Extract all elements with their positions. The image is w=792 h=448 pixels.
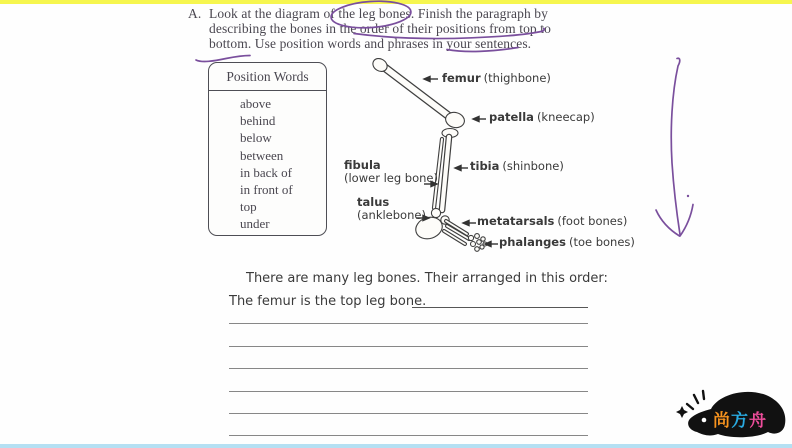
logo-character: 方 bbox=[731, 411, 748, 431]
logo-star-icon bbox=[676, 406, 688, 418]
logo-starburst-icon bbox=[687, 391, 704, 409]
answer-line bbox=[229, 346, 588, 347]
position-word: in front of bbox=[240, 182, 293, 198]
pen-arrowhead-left bbox=[656, 210, 680, 236]
position-word: under bbox=[240, 216, 270, 232]
label-metatarsals: metatarsals (foot bones) bbox=[477, 214, 628, 228]
pen-arrow-shaft bbox=[671, 58, 680, 234]
label-phalanges: phalanges (toe bones) bbox=[499, 235, 635, 249]
answer-blank-line bbox=[412, 295, 588, 308]
pen-dot bbox=[687, 195, 689, 197]
top-highlight-strip bbox=[0, 0, 792, 4]
answer-line bbox=[229, 413, 588, 414]
brand-logo bbox=[673, 382, 792, 448]
label-femur: femur (thighbone) bbox=[442, 71, 551, 85]
answer-line bbox=[229, 391, 588, 392]
logo-character: 尚 bbox=[713, 411, 730, 431]
position-words-title: Position Words bbox=[209, 63, 326, 91]
position-word: top bbox=[240, 199, 257, 215]
paragraph-intro: There are many leg bones. Their arranged in this order: bbox=[246, 271, 608, 286]
answer-line bbox=[229, 435, 588, 436]
position-word: between bbox=[240, 147, 284, 163]
pen-arrowhead-right bbox=[680, 205, 693, 237]
instruction-text bbox=[209, 7, 551, 51]
logo-character: 舟 bbox=[749, 411, 766, 431]
position-words-box bbox=[208, 62, 327, 236]
label-tibia: tibia (shinbone) bbox=[470, 159, 564, 173]
position-word: below bbox=[240, 130, 272, 146]
instruction-line: Look at the diagram of the leg bones. Finish the paragraph by bbox=[209, 6, 549, 21]
answer-line bbox=[229, 368, 588, 369]
label-patella: patella (kneecap) bbox=[489, 110, 595, 124]
position-words-list bbox=[209, 91, 326, 233]
answer-line bbox=[229, 323, 588, 324]
item-letter: A. bbox=[188, 6, 202, 21]
position-word: above bbox=[240, 96, 272, 111]
instruction-line: describing the bones in the order of their positions from top to bbox=[209, 20, 551, 36]
bottom-highlight-strip bbox=[0, 444, 792, 448]
position-word: in back of bbox=[240, 164, 292, 180]
label-talus: talus (anklebone) bbox=[357, 195, 426, 222]
logo-eye bbox=[702, 418, 707, 423]
position-word: behind bbox=[240, 113, 276, 129]
instruction-line: bottom. Use position words and phrases in your sentences. bbox=[209, 35, 532, 51]
pen-underline-bottom bbox=[196, 56, 250, 62]
instruction-block bbox=[188, 7, 551, 51]
label-fibula: fibula (lower leg bone) bbox=[344, 158, 438, 185]
paragraph-first-sentence: The femur is the top leg bone. bbox=[229, 294, 427, 309]
